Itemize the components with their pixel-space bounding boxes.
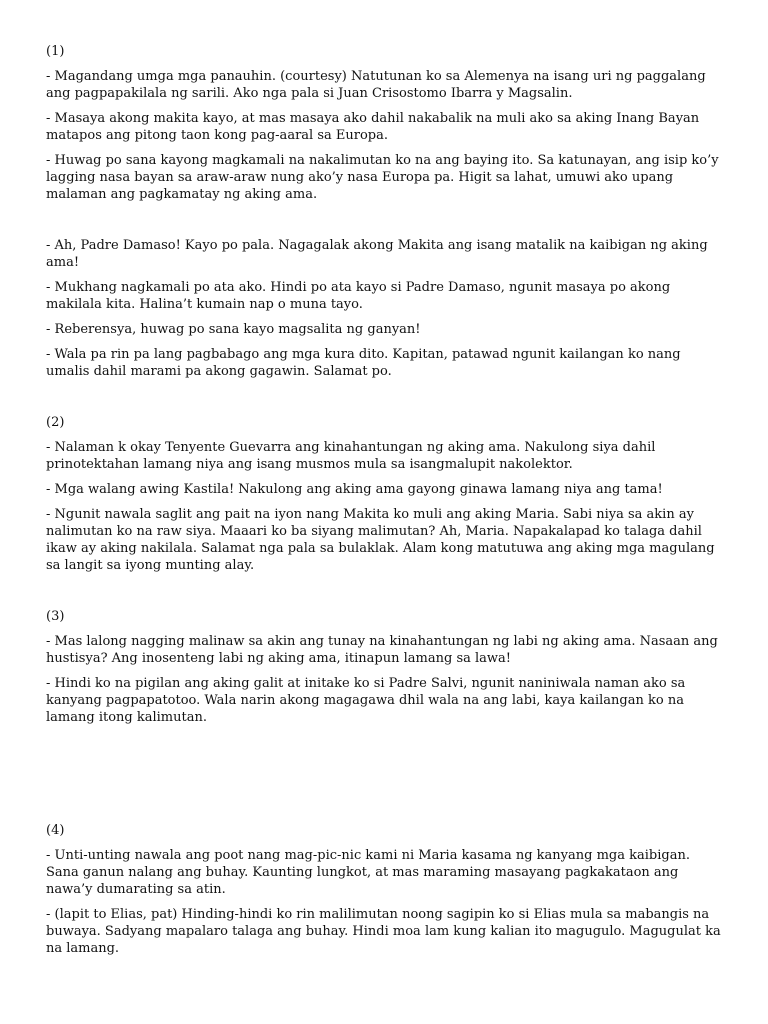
section-4	[46, 822, 726, 957]
section-1	[46, 43, 726, 380]
section-label: (2)	[46, 415, 65, 430]
paragraph: - Ngunit nawala saglit ang pait na iyon nang Makita ko muli ang aking Maria. Sabi niya sa akin ay nalimutan ko na raw siya. Maaari ko ba siyang malimutan? Ah, Maria. Napakalapad ko talaga dahil ikaw ay aking nakilala. Salamat nga pala sa bulaklak. Alam kong matutuwa ang aking mga magulang sa langit sa iyong munting alay.	[46, 507, 715, 573]
paragraph: - Ah, Padre Damaso! Kayo po pala. Nagagalak akong Makita ang isang matalik na kaibigan ng aking ama!	[46, 238, 708, 270]
section-label: (1)	[46, 44, 65, 59]
paragraph: - Mukhang nagkamali po ata ako. Hindi po ata kayo si Padre Damaso, ngunit masaya po akong makilala kita. Halina’t kumain nap o muna tayo.	[46, 280, 671, 312]
section-label: (3)	[46, 609, 65, 624]
paragraph: - Mga walang awing Kastila! Nakulong ang aking ama gayong ginawa lamang niya ang tama!	[46, 482, 663, 497]
paragraph: - Mas lalong nagging malinaw sa akin ang tunay na kinahantungan ng labi ng aking ama. Nasaan ang hustisya? Ang inosenteng labi ng aking ama, itinapun lamang sa lawa!	[46, 634, 718, 666]
spacer	[46, 388, 726, 414]
document-page	[46, 43, 726, 965]
section-3	[46, 608, 726, 726]
spacer	[46, 734, 726, 822]
paragraph: - Reberensya, huwag po sana kayo magsalita ng ganyan!	[46, 322, 421, 337]
paragraph: - Hindi ko na pigilan ang aking galit at initake ko si Padre Salvi, ngunit naniniwala naman ako sa kanyang pagpapatotoo. Wala narin akong magagawa dhil wala na ang labi, kaya kailangan ko na lamang itong kalimutan.	[46, 676, 686, 725]
spacer	[46, 211, 726, 237]
section-label: (4)	[46, 823, 65, 838]
paragraph: - (lapit to Elias, pat) Hinding-hindi ko rin malilimutan noong sagipin ko si Elias mula sa mabangis na buwaya. Sadyang mapalaro talaga ang buhay. Hindi moa lam kung kalian ito magugulo. Magugulat ka na lamang.	[46, 907, 721, 956]
paragraph: - Magandang umga mga panauhin. (courtesy) Natutunan ko sa Alemenya na isang uri ng paggalang ang pagpapakilala ng sarili. Ako nga pala si Juan Crisostomo Ibarra y Magsalin.	[46, 69, 706, 101]
paragraph: - Masaya akong makita kayo, at mas masaya ako dahil nakabalik na muli ako sa aking Inang Bayan matapos ang pitong taon kong pag-aaral sa Europa.	[46, 111, 700, 143]
paragraph: - Unti-unting nawala ang poot nang mag-pic-nic kami ni Maria kasama ng kanyang mga kaibigan. Sana ganun nalang ang buhay. Kaunting lungkot, at mas maraming masayang pagkakataon ang nawa’y dumarating sa atin.	[46, 848, 690, 897]
paragraph: - Nalaman k okay Tenyente Guevarra ang kinahantungan ng aking ama. Nakulong siya dahil prinotektahan lamang niya ang isang musmos mula sa isangmalupit nakolektor.	[46, 440, 656, 472]
section-2	[46, 414, 726, 574]
spacer	[46, 582, 726, 608]
paragraph: - Huwag po sana kayong magkamali na nakalimutan ko na ang baying ito. Sa katunayan, ang isip ko’y lagging nasa bayan sa araw-araw nung ako’y nasa Europa pa. Higit sa lahat, umuwi ako upang malaman ang pagkamatay ng aking ama.	[46, 153, 719, 202]
paragraph: - Wala pa rin pa lang pagbabago ang mga kura dito. Kapitan, patawad ngunit kailangan ko nang umalis dahil marami pa akong gagawin. Salamat po.	[46, 347, 681, 379]
